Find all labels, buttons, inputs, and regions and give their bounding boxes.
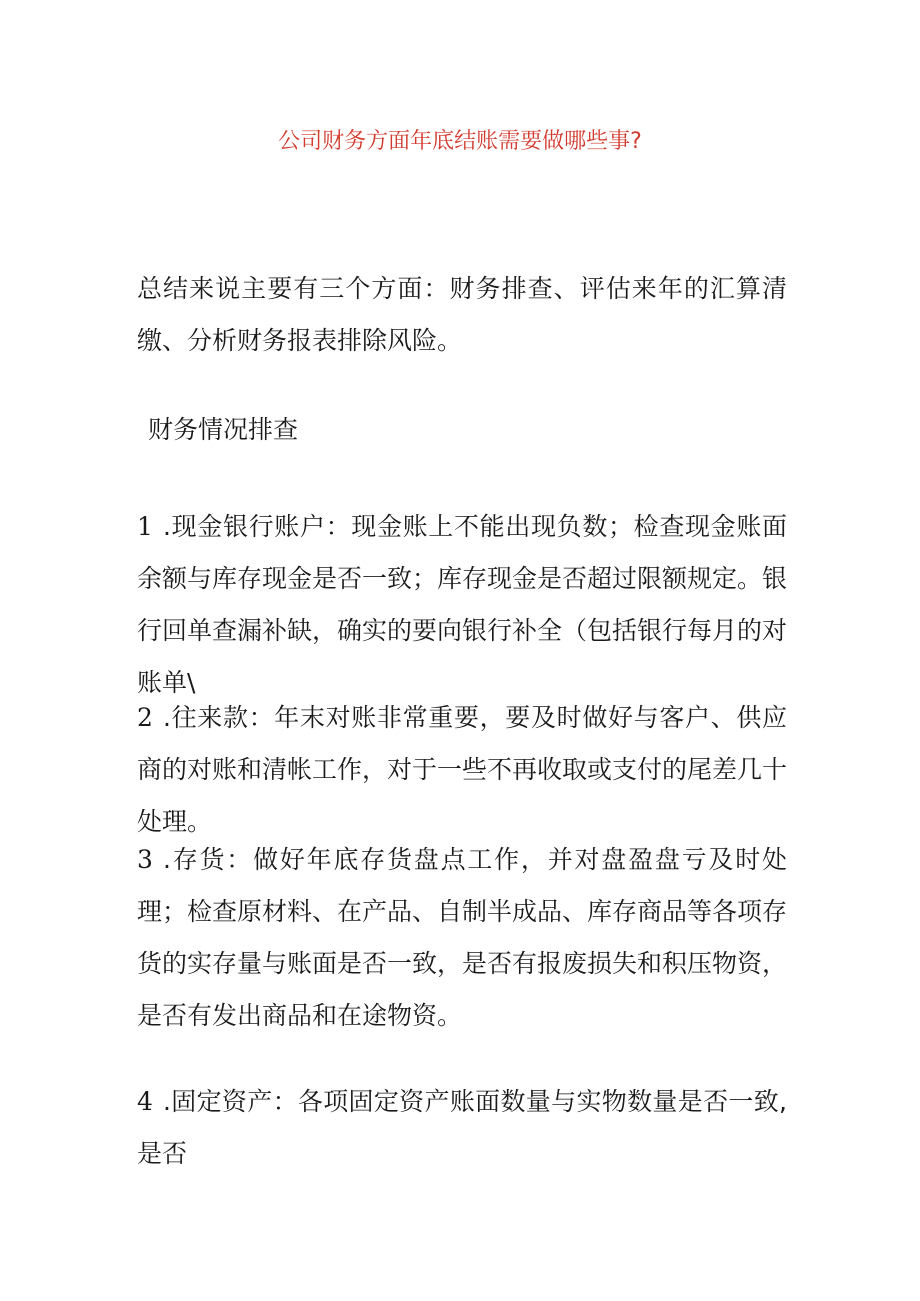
document-title: 公司财务方面年底结账需要做哪些事? (278, 129, 642, 154)
item-number: 1 (137, 512, 153, 541)
item-text: .现金银行账户：现金账上不能出现负数；检查现金账面余额与库存现金是否一致；库存现金是否超过限额规定。银行回单查漏补缺，确实的要向银行补全（包括银行每月的对账单\ (137, 512, 788, 697)
item-text: .存货：做好年底存货盘点工作，并对盘盈盘亏及时处理；检查原材料、在产品、自制半成品、库存商品等各项存货的实存量与账面是否一致，是否有报废损失和积压物资，是否有发出商品和在途物资。 (137, 845, 788, 1030)
list-item-fixed-assets (137, 1076, 787, 1180)
section-heading: 财务情况排查 (148, 415, 299, 444)
item-number: 4 (137, 1087, 153, 1116)
list-item-inventory (137, 834, 787, 1042)
item-number: 3 (137, 845, 153, 874)
item-number: 2 (137, 703, 153, 732)
item-text: .固定资产：各项固定资产账面数量与实物数量是否一致,是否 (137, 1087, 787, 1168)
item-text: .往来款：年末对账非常重要，要及时做好与客户、供应商的对账和清帐工作，对于一些不再收取或支付的尾差几十处理。 (137, 703, 788, 836)
list-item-cash-bank (137, 501, 787, 709)
list-item-receivables (137, 692, 787, 848)
intro-paragraph: 总结来说主要有三个方面：财务排查、评估来年的汇算清缴、分析财务报表排除风险。 (137, 274, 787, 355)
